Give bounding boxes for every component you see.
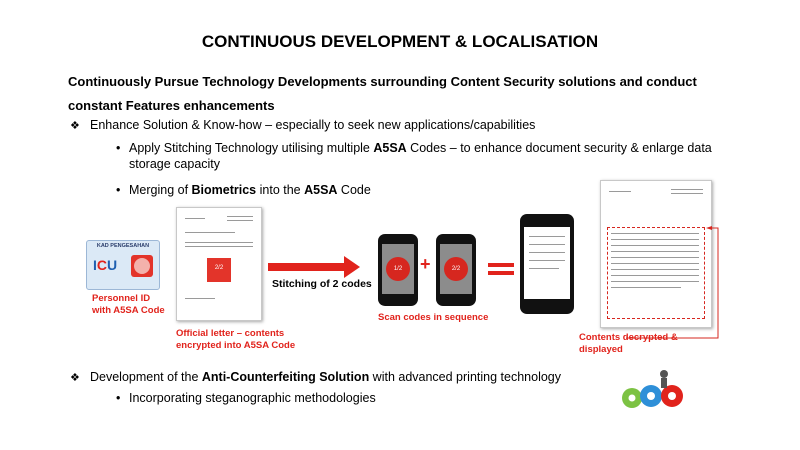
letter-code-label: 2/2 [214, 265, 224, 271]
card-caption-line-1: Personnel ID [92, 293, 151, 304]
sub3-text: Incorporating steganographic methodologies [129, 391, 376, 405]
card-logo-icon: ICU [93, 257, 118, 273]
sub2-text-a: Merging of [129, 183, 192, 197]
stitch-label: Stitching of 2 codes [272, 278, 372, 290]
phone-2 [436, 234, 476, 306]
bullet-enhance-solution [70, 118, 770, 132]
diamond-bullet-icon: ❖ [70, 372, 80, 384]
scan-caption: Scan codes in sequence [378, 312, 489, 323]
card-caption-line-2: with A5SA Code [92, 305, 165, 316]
plus-icon: + [420, 254, 431, 274]
id-card [86, 240, 160, 290]
sub1-text-c: storage capacity [129, 157, 221, 171]
sub-bullet-stitching [116, 140, 736, 172]
sub-bullet-biometrics [116, 183, 616, 197]
main2-text-a: Development of the [90, 370, 202, 384]
equals-top-icon [488, 263, 514, 267]
dot-bullet-icon: • [116, 183, 121, 197]
intro-line-1: Continuously Pursue Technology Developments surrounding Content Security solutions and conduct [68, 74, 697, 89]
code-1-icon: 1/2 [386, 257, 410, 281]
page-title: CONTINUOUS DEVELOPMENT & LOCALISATION [201, 32, 599, 51]
bullet-anti-counterfeiting [70, 370, 670, 384]
sub1-text-b: Codes – to enhance document security & enlarge data [406, 141, 712, 155]
main2-bold: Anti-Counterfeiting Solution [201, 370, 370, 384]
intro-text [68, 70, 748, 118]
phone-decrypt [520, 214, 574, 314]
dot-bullet-icon: • [116, 391, 121, 405]
gears-icon [618, 366, 692, 410]
sub2-text-c: Code [337, 183, 371, 197]
decrypt-caption-line-2: displayed [579, 344, 623, 355]
sub2-bold-biometrics: Biometrics [191, 183, 257, 197]
card-caption [92, 293, 165, 317]
intro-line-2: constant Features enhancements [68, 98, 275, 113]
dot-bullet-icon: • [116, 141, 121, 155]
letter-caption-line-2: encrypted into A5SA Code [176, 340, 296, 351]
sub-bullet-steganographic [116, 391, 516, 405]
phone-1 [378, 234, 418, 306]
letter-caption-line-1: Official letter – contents [176, 328, 285, 339]
sub1-bold: A5SA [373, 141, 407, 155]
code-2-icon: 2/2 [444, 257, 468, 281]
main2-text-b: with advanced printing technology [369, 370, 561, 384]
sub1-text-a: Apply Stitching Technology utilising multiple [129, 141, 374, 155]
decrypt-bracket-icon [596, 226, 720, 346]
decrypt-caption-line-1: Contents decrypted & [579, 332, 678, 343]
red-arrow-icon [268, 256, 360, 278]
letter-caption [176, 328, 295, 352]
card-heading: KAD PENGESAHAN [96, 243, 150, 249]
decrypt-caption [579, 332, 678, 356]
bullet-enhance-text: Enhance Solution & Know-how – especially to seek new applications/capabilities [90, 118, 536, 132]
sub2-text-b: into the [256, 183, 305, 197]
equals-bottom-icon [488, 271, 514, 275]
official-letter [176, 207, 262, 321]
sub2-bold-a5sa: A5SA [304, 183, 338, 197]
diamond-bullet-icon: ❖ [70, 120, 80, 132]
